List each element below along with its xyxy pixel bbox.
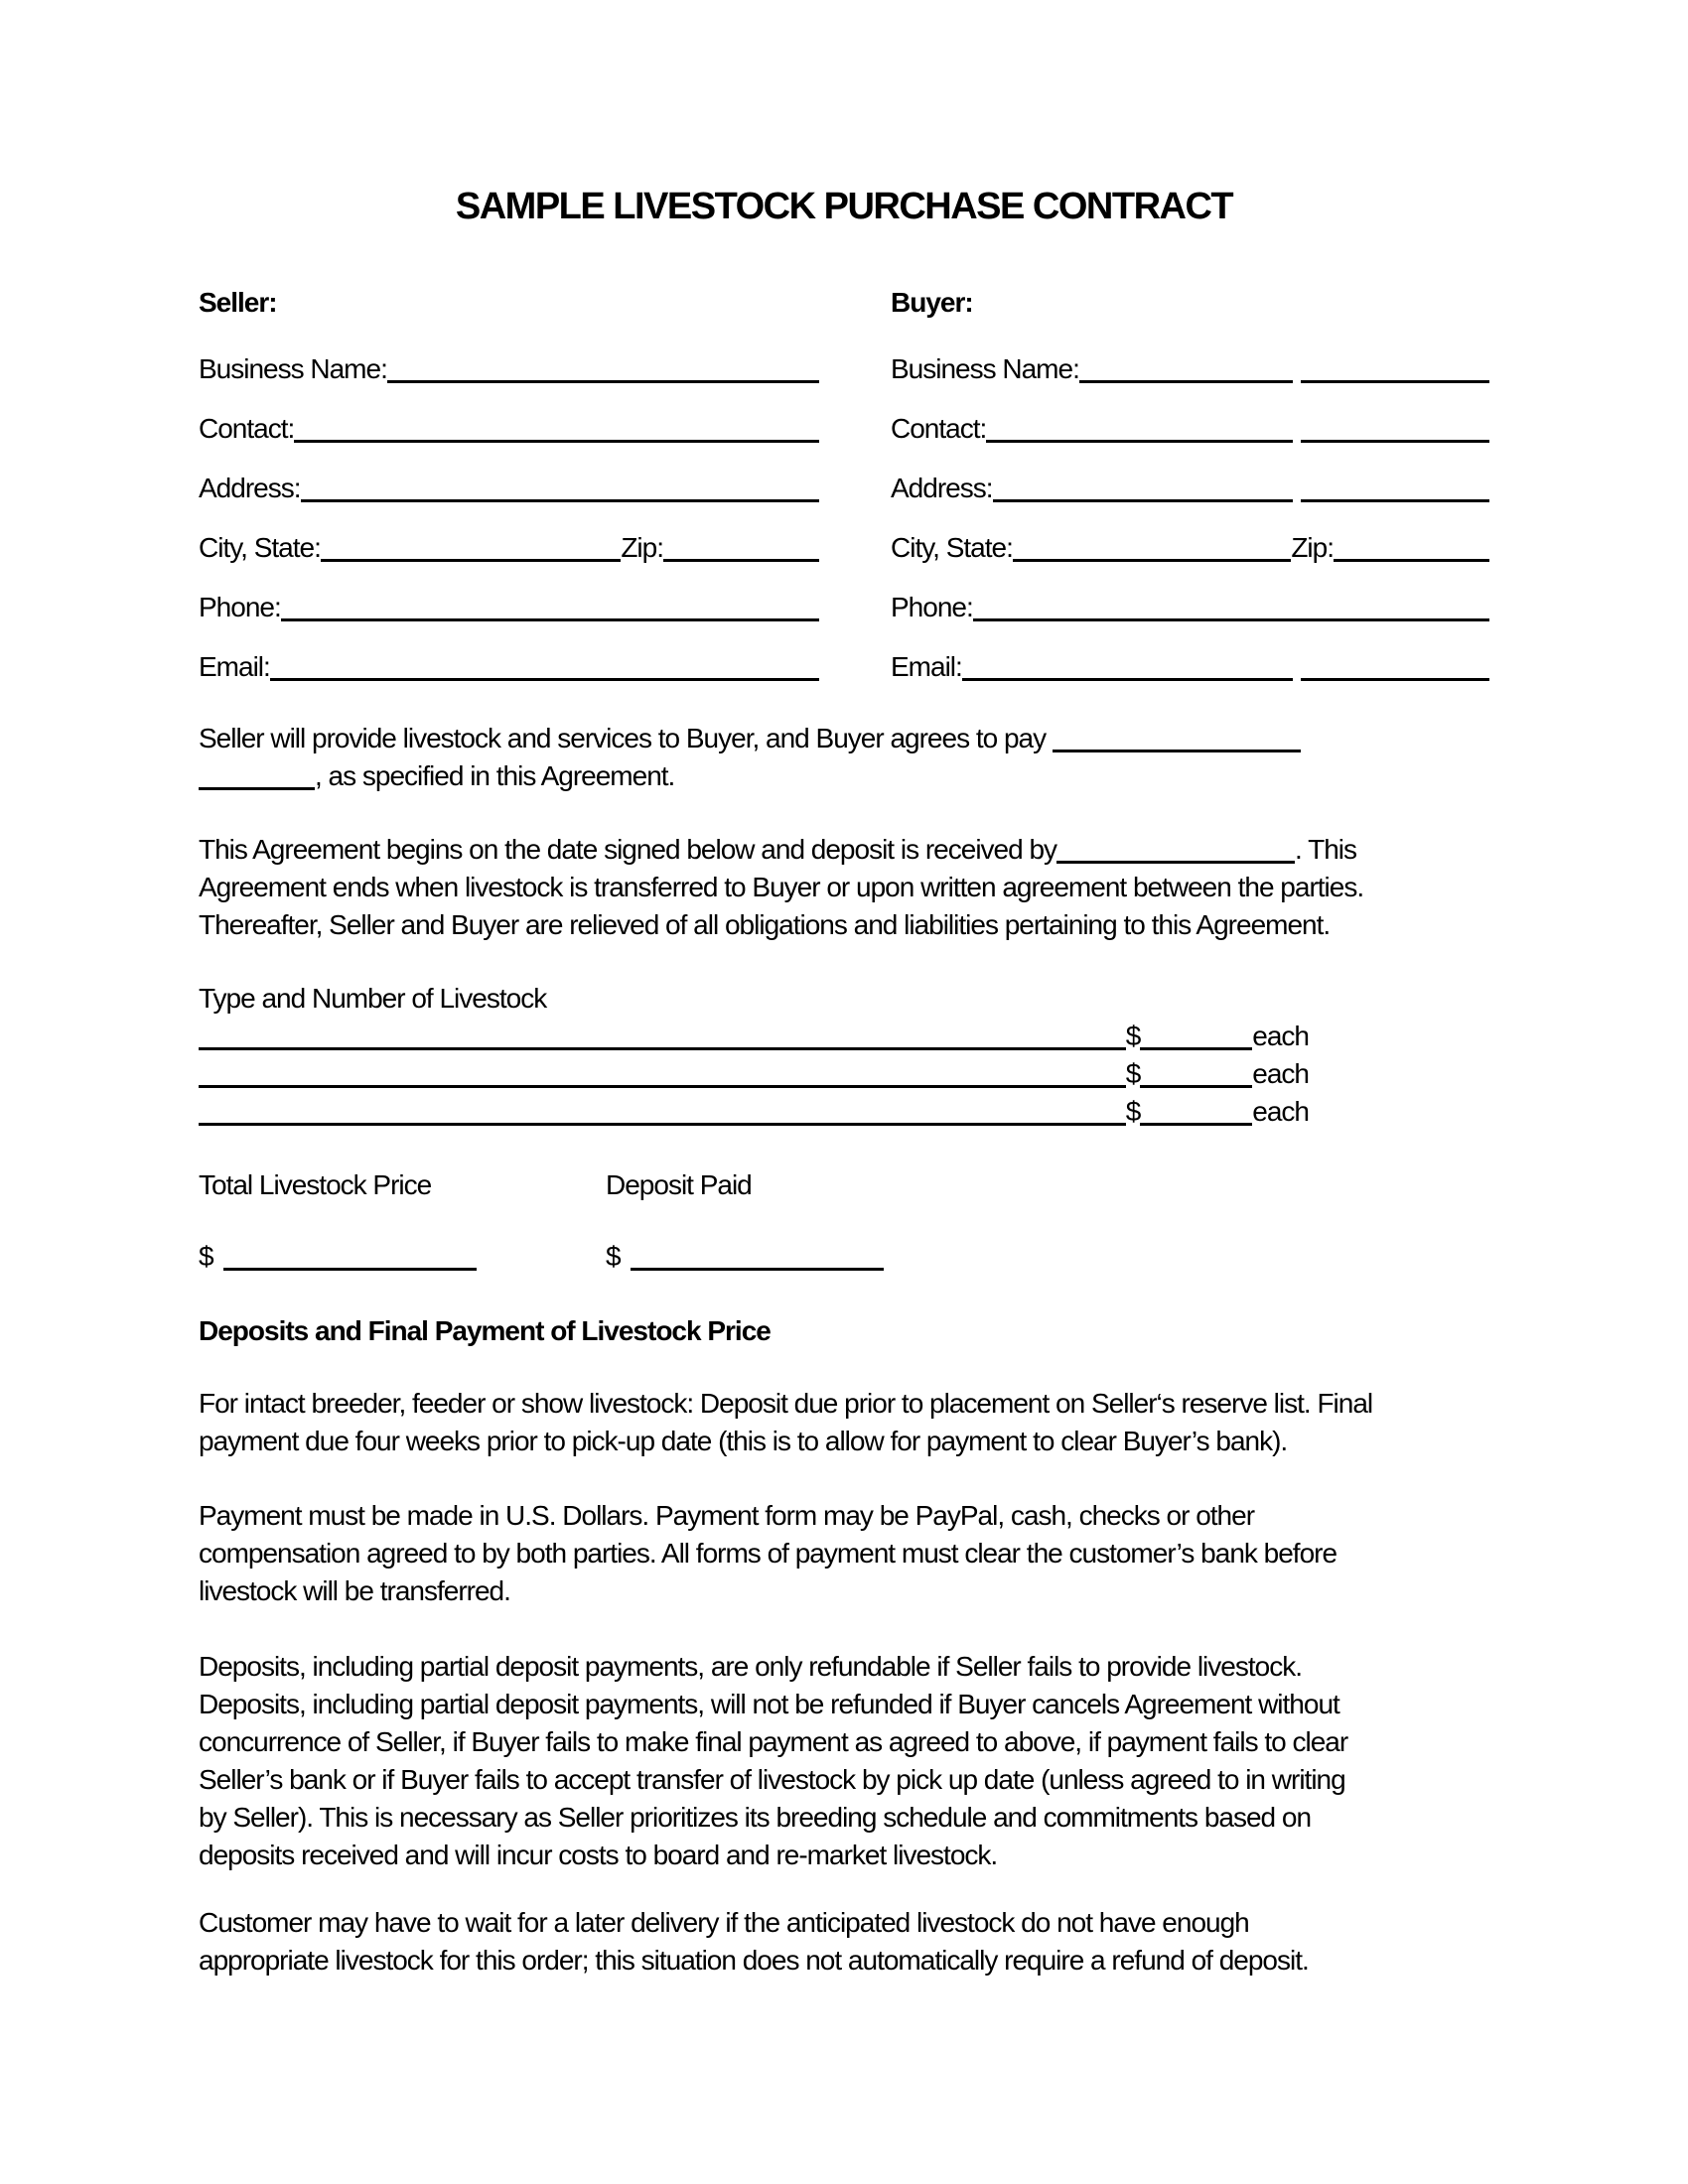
totals-header-row — [199, 1166, 1489, 1204]
buyer-email-row — [891, 648, 1489, 686]
intro-line-2-text: , as specified in this Agreement. — [315, 760, 675, 791]
seller-phone-field[interactable] — [281, 599, 819, 621]
livestock-description-field-2[interactable] — [199, 1065, 1126, 1088]
totals-value-row — [199, 1238, 1489, 1276]
seller-address-field[interactable] — [301, 479, 820, 502]
buyer-zip-label: Zip: — [1291, 532, 1334, 563]
livestock-price-field-1[interactable] — [1140, 1027, 1252, 1050]
page-title: SAMPLE LIVESTOCK PURCHASE CONTRACT — [455, 186, 1233, 227]
deposits-p3-line-6: deposits received and will incur costs to board and re-market livestock. — [199, 1840, 998, 1870]
term-line-1 — [199, 831, 1489, 869]
livestock-description-field-3[interactable] — [199, 1103, 1126, 1126]
buyer-zip-field[interactable] — [1334, 539, 1489, 562]
seller-email-row — [199, 648, 819, 686]
seller-business-name-field[interactable] — [387, 360, 819, 383]
seller-heading: Seller: — [199, 287, 277, 318]
buyer-contact-field-2[interactable] — [1301, 420, 1489, 443]
each-label: each — [1252, 1058, 1309, 1089]
deposits-p1-line-1: For intact breeder, feeder or show livestock: Deposit due prior to placement on Seller‘s reserve list. Final — [199, 1388, 1373, 1419]
buyer-city-state-field[interactable] — [1013, 539, 1291, 562]
seller-phone-row — [199, 589, 819, 626]
buyer-business-name-label: Business Name: — [891, 353, 1079, 384]
deposits-p3-line-1: Deposits, including partial deposit payments, are only refundable if Seller fails to provide livestock. — [199, 1651, 1302, 1682]
livestock-row-1 — [199, 1018, 1309, 1055]
buyer-address-field[interactable] — [993, 479, 1294, 502]
total-livestock-price-field[interactable] — [223, 1248, 477, 1271]
buyer-business-name-field-2[interactable] — [1301, 360, 1489, 383]
livestock-price-field-2[interactable] — [1140, 1065, 1252, 1088]
each-label: each — [1252, 1096, 1309, 1127]
livestock-price-field-3[interactable] — [1140, 1103, 1252, 1126]
intro-line-1 — [199, 720, 1489, 757]
total-price-group — [199, 1238, 606, 1276]
term-paragraph — [199, 831, 1489, 944]
seller-zip-label: Zip: — [621, 532, 663, 563]
buyer-city-state-row — [891, 529, 1489, 567]
term-line-1-pre: This Agreement begins on the date signed below and deposit is received by — [199, 834, 1057, 865]
buyer-business-name-field[interactable] — [1079, 360, 1293, 383]
livestock-row-3 — [199, 1093, 1309, 1131]
deposit-currency-symbol: $ — [606, 1241, 621, 1272]
seller-address-row — [199, 470, 819, 507]
buyer-heading: Buyer: — [891, 287, 973, 318]
deposits-p2-line-1: Payment must be made in U.S. Dollars. Payment form may be PayPal, cash, checks or other — [199, 1500, 1255, 1531]
seller-city-state-label: City, State: — [199, 532, 321, 563]
deposits-paragraph-4 — [199, 1904, 1489, 1979]
total-currency-symbol: $ — [199, 1241, 213, 1272]
buyer-email-field[interactable] — [962, 658, 1293, 681]
payment-amount-field[interactable] — [1053, 730, 1301, 752]
currency-symbol: $ — [1125, 1096, 1141, 1127]
payment-amount-field-continued[interactable] — [199, 767, 315, 790]
seller-city-state-row — [199, 529, 819, 567]
each-label: each — [1252, 1021, 1309, 1051]
livestock-section-heading: Type and Number of Livestock — [199, 983, 547, 1014]
seller-business-name-row — [199, 350, 819, 388]
deposit-paid-label: Deposit Paid — [606, 1169, 752, 1200]
deposits-p2-line-3: livestock will be transferred. — [199, 1575, 510, 1606]
buyer-email-field-2[interactable] — [1301, 658, 1489, 681]
buyer-business-name-row — [891, 350, 1489, 388]
buyer-phone-row — [891, 589, 1489, 626]
parties-section — [199, 284, 1489, 686]
seller-email-label: Email: — [199, 651, 270, 682]
deposits-p1-line-2: payment due four weeks prior to pick-up date (this is to allow for payment to clear Buyer’s bank). — [199, 1426, 1288, 1456]
buyer-city-state-label: City, State: — [891, 532, 1013, 563]
buyer-address-label: Address: — [891, 473, 993, 503]
seller-contact-field[interactable] — [294, 420, 819, 443]
intro-line-2 — [199, 757, 1489, 795]
deposits-paragraph-2 — [199, 1497, 1489, 1610]
buyer-contact-label: Contact: — [891, 413, 987, 444]
deposits-paragraph-1 — [199, 1385, 1489, 1460]
seller-zip-field[interactable] — [663, 539, 819, 562]
buyer-contact-field[interactable] — [986, 420, 1293, 443]
deposits-p3-line-5: by Seller). This is necessary as Seller prioritizes its breeding schedule and commitments based on — [199, 1802, 1312, 1833]
intro-paragraph — [199, 720, 1489, 795]
term-line-3: Thereafter, Seller and Buyer are relieved of all obligations and liabilities pertaining to this Agreement. — [199, 909, 1331, 940]
deposits-p3-line-2: Deposits, including partial deposit payments, will not be refunded if Buyer cancels Agreement without — [199, 1689, 1339, 1719]
buyer-contact-row — [891, 410, 1489, 448]
deposits-p4-line-1: Customer may have to wait for a later delivery if the anticipated livestock do not have enough — [199, 1907, 1249, 1938]
deposits-p4-line-2: appropriate livestock for this order; this situation does not automatically require a refund of deposit. — [199, 1945, 1309, 1976]
seller-contact-label: Contact: — [199, 413, 295, 444]
deposits-paragraph-3 — [199, 1648, 1489, 1874]
currency-symbol: $ — [1125, 1058, 1141, 1089]
seller-business-name-label: Business Name: — [199, 353, 387, 384]
buyer-address-row — [891, 470, 1489, 507]
deposit-received-by-field[interactable] — [1056, 841, 1295, 864]
buyer-address-field-2[interactable] — [1301, 479, 1489, 502]
deposits-p3-line-4: Seller’s bank or if Buyer fails to accept transfer of livestock by pick up date (unless agreed to in writing — [199, 1764, 1345, 1795]
currency-symbol: $ — [1125, 1021, 1141, 1051]
buyer-column — [891, 284, 1489, 686]
total-livestock-price-label: Total Livestock Price — [199, 1169, 432, 1200]
term-line-2: Agreement ends when livestock is transferred to Buyer or upon written agreement between the parties. — [199, 872, 1364, 902]
buyer-email-label: Email: — [891, 651, 962, 682]
deposit-paid-field[interactable] — [631, 1248, 884, 1271]
seller-city-state-field[interactable] — [321, 539, 621, 562]
intro-line-1-text: Seller will provide livestock and services to Buyer, and Buyer agrees to pay — [199, 723, 1053, 753]
livestock-row-2 — [199, 1055, 1309, 1093]
seller-contact-row — [199, 410, 819, 448]
term-line-1-post: . This — [1295, 834, 1356, 865]
deposit-paid-group — [606, 1238, 884, 1276]
seller-address-label: Address: — [199, 473, 301, 503]
seller-email-field[interactable] — [270, 658, 819, 681]
deposits-section-heading: Deposits and Final Payment of Livestock Price — [199, 1315, 771, 1346]
buyer-phone-field[interactable] — [973, 599, 1489, 621]
deposits-p3-line-3: concurrence of Seller, if Buyer fails to make final payment as agreed to above, if payment fails to clear — [199, 1726, 1348, 1757]
seller-column — [199, 284, 819, 686]
deposits-p2-line-2: compensation agreed to by both parties. All forms of payment must clear the customer’s bank before — [199, 1538, 1337, 1569]
livestock-description-field-1[interactable] — [199, 1027, 1126, 1050]
seller-phone-label: Phone: — [199, 592, 281, 622]
buyer-phone-label: Phone: — [891, 592, 973, 622]
